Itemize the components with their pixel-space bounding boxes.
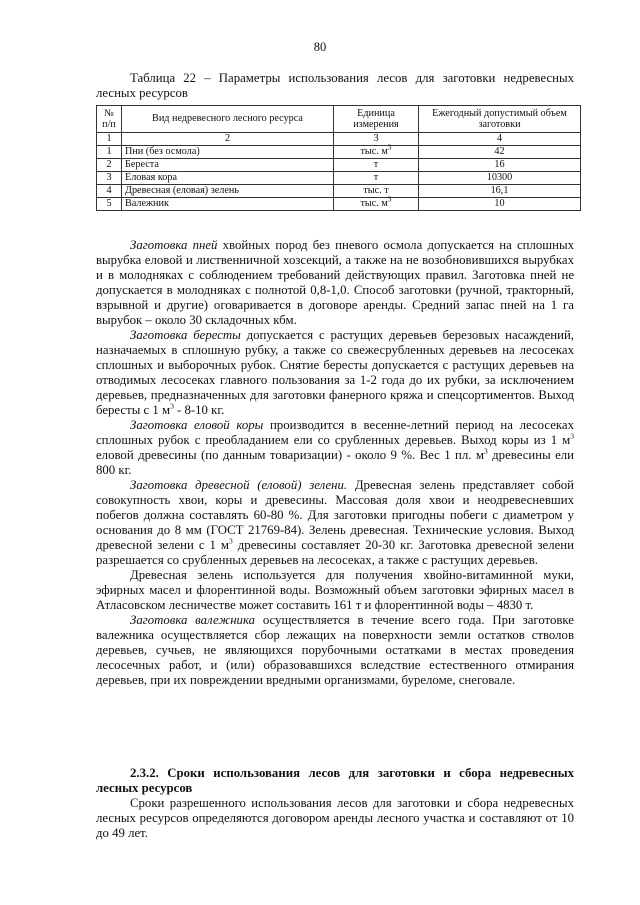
row-number: 1 xyxy=(97,146,122,159)
unit-text: тыс. м xyxy=(360,146,388,158)
header-number: № п/п xyxy=(97,106,122,133)
table-row xyxy=(97,172,581,185)
unit-superscript: 3 xyxy=(387,142,392,152)
row-unit xyxy=(334,194,419,211)
paragraph-text: производится в весенне-летний период на лесосеках сплошных рубок с преобладанием ели со срубленных деревьев. Выход коры из 1 м xyxy=(96,418,574,447)
body-text xyxy=(96,238,574,688)
paragraph-birch-bark xyxy=(96,328,574,418)
superscript: 3 xyxy=(570,431,574,441)
table-caption: Таблица 22 – Параметры использования лесов для заготовки недревесных лесных ресурсов xyxy=(96,71,574,100)
unit-text: т xyxy=(373,159,379,171)
paragraph-lead-italic: Заготовка еловой коры xyxy=(130,418,264,432)
header-unit: Единица измерения xyxy=(334,106,419,133)
paragraph-spruce-bark xyxy=(96,418,574,478)
paragraph-text: древесины ели 800 кг. xyxy=(96,448,575,477)
row-resource-type: Древесная (еловая) зелень xyxy=(122,185,334,198)
unit-superscript: 3 xyxy=(387,194,392,204)
paragraph-text: Древесная зелень представляет собой совокупность хвои, коры и древесины. Массовая доля хвои и неодревесневших побегов должна составлять 60-80 %. Для заготовки пригодны побеги с диаметром у основания до 8 мм (ГОСТ 21769-84). Зелень древесная. Технические условия. Выход древесной зелени с 1 м xyxy=(96,478,574,552)
row-number: 5 xyxy=(97,198,122,211)
row-resource-type: Валежник xyxy=(122,198,334,211)
paragraph-text: осуществляется в течение всего года. При заготовке валежника осуществляется сбор лежащих на поверхности земли остатков стволов деревьев, сучьев, не являющихся порубочными остатками в местах проведения лесосечных работ, и (или) образовавшихся вследствие естественного отмирания деревьев, при их повреждении вредными организмами, буреломе, снеговале. xyxy=(96,613,574,687)
superscript: 3 xyxy=(229,536,233,546)
row-unit xyxy=(334,172,419,185)
row-number: 4 xyxy=(97,185,122,198)
page-number: 80 xyxy=(313,40,327,54)
paragraph-stumps xyxy=(96,238,574,328)
superscript: 3 xyxy=(170,401,174,411)
row-volume: 16 xyxy=(419,159,581,172)
row-unit xyxy=(334,142,419,159)
paragraph-text: еловой древесины (по данным товаризации) - около 9 %. Вес 1 пл. м xyxy=(96,448,484,462)
row-resource-type: Пни (без осмола) xyxy=(122,146,334,159)
index-cell: 2 xyxy=(122,133,334,146)
table-header-row xyxy=(97,106,581,133)
table-row xyxy=(97,146,581,159)
row-resource-type: Береста xyxy=(122,159,334,172)
table-index-row xyxy=(97,133,581,146)
paragraph-lead-italic: Заготовка древесной (еловой) зелени. xyxy=(130,478,348,492)
paragraph-text: - 8-10 кг. xyxy=(173,403,225,417)
superscript: 3 xyxy=(484,446,488,456)
paragraph-deadwood xyxy=(96,613,574,688)
row-number: 3 xyxy=(97,172,122,185)
index-cell: 3 xyxy=(334,133,419,146)
row-volume: 10 xyxy=(419,198,581,211)
row-number: 2 xyxy=(97,159,122,172)
paragraph-foliage-use: Древесная зелень используется для получения хвойно-витаминной муки, эфирных масел и флорентинной воды. Возможный объем заготовки эфирных масел в Атласовском лесничестве может составить 161 т и флорентинной воды – 4830 т. xyxy=(96,568,574,612)
row-unit xyxy=(334,159,419,172)
index-cell: 1 xyxy=(97,133,122,146)
unit-text: тыс. м xyxy=(360,198,388,210)
paragraph-green-foliage xyxy=(96,478,574,568)
header-annual-volume: Ежегодный допустимый объем заготовки xyxy=(419,106,581,133)
row-resource-type: Еловая кора xyxy=(122,172,334,185)
resource-parameters-table xyxy=(96,105,581,211)
index-cell: 4 xyxy=(419,133,581,146)
row-volume: 10300 xyxy=(419,172,581,185)
table-row xyxy=(97,185,581,198)
paragraph-text: хвойных пород без пневого осмола допускается на сплошных вырубка еловой и лиственничной хозсекций, а также на не возобновившихся вырубках и в молодняках с соблюдением требований действующих правил. Заготовка пней не допускается в молодняках с полнотой 0,8-1,0. Способ заготовки (ручной, тракторный, взрывной и другие) оговаривается в договоре аренды. Средний запас пней на 1 га вырубок – около 30 складочных кбм. xyxy=(96,238,574,327)
row-volume: 16,1 xyxy=(419,185,581,198)
row-volume: 42 xyxy=(419,146,581,159)
table-row xyxy=(97,198,581,211)
header-resource-type: Вид недревесного лесного ресурса xyxy=(122,106,334,133)
table-row xyxy=(97,159,581,172)
section-heading: 2.3.2. Сроки использования лесов для заготовки и сбора недревесных лесных ресурсов xyxy=(96,766,574,795)
section-block xyxy=(96,766,574,841)
paragraph-lead-italic: Заготовка бересты xyxy=(130,328,241,342)
paragraph-lead-italic: Заготовка пней xyxy=(130,238,218,252)
paragraph-text: древесины составляет 20-30 кг. Заготовка древесной зелени разрешается со срубленных деревьев на лесосеках, а также с растущих деревьев. xyxy=(96,538,574,567)
unit-text: т xyxy=(373,172,379,184)
paragraph-lead-italic: Заготовка валежника xyxy=(130,613,256,627)
unit-text: тыс. т xyxy=(363,185,389,197)
paragraph-terms: Сроки разрешенного использования лесов для заготовки и сбора недревесных лесных ресурсов определяются договором аренды лесного участка и составляют от 10 до 49 лет. xyxy=(96,796,574,840)
row-unit xyxy=(334,185,419,198)
paragraph-text: допускается с растущих деревьев березовых насаждений, назначаемых в сплошную рубку, а также со свежесрубленных деревьев на лесосеках сплошных и выборочных рубок. Снятие бересты допускается с растущих деревьев на отводимых лесосеках главного пользования за 1-2 года до их рубки, за исключением деревьев, предназначенных для заготовки фанерного кряжа и спецсортиментов. Выход бересты с 1 м xyxy=(96,328,574,417)
